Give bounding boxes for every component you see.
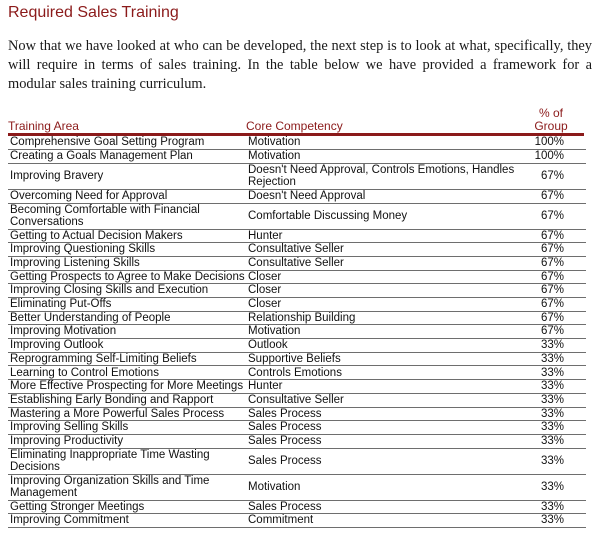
cell-core-competency: Closer bbox=[246, 270, 520, 284]
cell-training-area: Reprogramming Self-Limiting Beliefs bbox=[8, 352, 246, 366]
cell-training-area: Improving Listening Skills bbox=[8, 256, 246, 270]
table-row bbox=[8, 150, 586, 164]
cell-core-competency: Consultative Seller bbox=[246, 256, 520, 270]
cell-training-area: Getting Stronger Meetings bbox=[8, 500, 246, 514]
cell-percent-of-group: 100% bbox=[520, 150, 586, 164]
cell-percent-of-group: 67% bbox=[520, 325, 586, 339]
cell-percent-of-group: 33% bbox=[520, 393, 586, 407]
table-row bbox=[8, 393, 586, 407]
cell-training-area: Eliminating Inappropriate Time Wasting Decisions bbox=[8, 448, 246, 474]
cell-percent-of-group: 33% bbox=[520, 352, 586, 366]
cell-core-competency: Motivation bbox=[246, 150, 520, 164]
table-row bbox=[8, 407, 586, 421]
cell-percent-of-group: 33% bbox=[520, 380, 586, 394]
table-row bbox=[8, 270, 586, 284]
cell-percent-of-group: 67% bbox=[520, 229, 586, 243]
cell-training-area: Becoming Comfortable with Financial Conversations bbox=[8, 203, 246, 229]
table-row bbox=[8, 514, 586, 528]
header-core-competency: Core Competency bbox=[246, 119, 343, 133]
cell-training-area: Improving Bravery bbox=[8, 163, 246, 189]
cell-core-competency: Sales Process bbox=[246, 448, 520, 474]
cell-percent-of-group: 67% bbox=[520, 298, 586, 312]
cell-percent-of-group: 67% bbox=[520, 203, 586, 229]
table-row bbox=[8, 189, 586, 203]
table-row bbox=[8, 366, 586, 380]
cell-percent-of-group: 33% bbox=[520, 339, 586, 353]
cell-core-competency: Motivation bbox=[246, 474, 520, 500]
table-row bbox=[8, 203, 586, 229]
intro-paragraph: Now that we have looked at who can be developed, the next step is to look at what, specifically, they will require in terms of sales training. In the table below we have provided a framework for a modular sales training curriculum. bbox=[8, 38, 592, 92]
cell-core-competency: Comfortable Discussing Money bbox=[246, 203, 520, 229]
cell-training-area: Improving Motivation bbox=[8, 325, 246, 339]
cell-training-area: Getting to Actual Decision Makers bbox=[8, 229, 246, 243]
cell-core-competency: Supportive Beliefs bbox=[246, 352, 520, 366]
table-row bbox=[8, 339, 586, 353]
cell-training-area: Getting Prospects to Agree to Make Decisions bbox=[10, 270, 245, 283]
cell-core-competency: Sales Process bbox=[246, 421, 520, 435]
header-percent-of-group bbox=[522, 107, 580, 133]
cell-training-area: Improving Productivity bbox=[8, 434, 246, 448]
table-row bbox=[8, 256, 586, 270]
table-row bbox=[8, 325, 586, 339]
cell-core-competency: Hunter bbox=[246, 380, 520, 394]
cell-core-competency: Sales Process bbox=[246, 500, 520, 514]
cell-core-competency: Motivation bbox=[246, 325, 520, 339]
cell-percent-of-group: 33% bbox=[520, 474, 586, 500]
table-row bbox=[8, 474, 586, 500]
table-row bbox=[8, 421, 586, 435]
table-row bbox=[8, 500, 586, 514]
cell-core-competency: Closer bbox=[246, 298, 520, 312]
table-row bbox=[8, 298, 586, 312]
cell-percent-of-group: 67% bbox=[520, 270, 586, 284]
table-row bbox=[8, 352, 586, 366]
cell-percent-of-group: 33% bbox=[520, 500, 586, 514]
table-row bbox=[8, 380, 586, 394]
cell-training-area: Eliminating Put-Offs bbox=[8, 298, 246, 312]
table-row bbox=[8, 243, 586, 257]
cell-training-area: Improving Questioning Skills bbox=[8, 243, 246, 257]
cell-training-area: Overcoming Need for Approval bbox=[8, 189, 246, 203]
cell-percent-of-group: 33% bbox=[520, 421, 586, 435]
cell-core-competency: Consultative Seller bbox=[246, 243, 520, 257]
cell-percent-of-group: 100% bbox=[520, 136, 586, 150]
cell-training-area: Improving Outlook bbox=[8, 339, 246, 353]
cell-percent-of-group: 33% bbox=[520, 448, 586, 474]
table-row bbox=[8, 311, 586, 325]
section-title: Required Sales Training bbox=[8, 4, 179, 21]
cell-training-area: Mastering a More Powerful Sales Process bbox=[8, 407, 246, 421]
cell-percent-of-group: 67% bbox=[520, 163, 586, 189]
header-percent-line2: Group bbox=[534, 119, 568, 133]
table-row bbox=[8, 229, 586, 243]
cell-percent-of-group: 67% bbox=[520, 256, 586, 270]
table-row bbox=[8, 284, 586, 298]
cell-training-area: More Effective Prospecting for More Meetings bbox=[8, 380, 246, 394]
cell-core-competency: Closer bbox=[246, 284, 520, 298]
cell-training-area: Comprehensive Goal Setting Program bbox=[8, 136, 246, 150]
header-percent-line1: % of bbox=[538, 106, 563, 120]
cell-core-competency: Outlook bbox=[246, 339, 520, 353]
cell-core-competency: Hunter bbox=[246, 229, 520, 243]
cell-core-competency: Motivation bbox=[246, 136, 520, 150]
cell-percent-of-group: 33% bbox=[520, 514, 586, 528]
cell-core-competency: Sales Process bbox=[246, 407, 520, 421]
cell-percent-of-group: 33% bbox=[520, 407, 586, 421]
cell-core-competency: Doesn't Need Approval, Controls Emotions, Handles Rejection bbox=[246, 163, 520, 189]
table-row bbox=[8, 136, 586, 150]
table-header bbox=[0, 107, 600, 133]
cell-percent-of-group: 67% bbox=[520, 189, 586, 203]
table-row bbox=[8, 163, 586, 189]
cell-percent-of-group: 33% bbox=[520, 434, 586, 448]
cell-training-area: Learning to Control Emotions bbox=[8, 366, 246, 380]
cell-core-competency: Doesn't Need Approval bbox=[246, 189, 520, 203]
cell-core-competency: Controls Emotions bbox=[246, 366, 520, 380]
header-training-area: Training Area bbox=[8, 119, 79, 133]
cell-core-competency: Relationship Building bbox=[246, 311, 520, 325]
cell-training-area: Improving Selling Skills bbox=[8, 421, 246, 435]
cell-training-area: Improving Commitment bbox=[8, 514, 246, 528]
cell-core-competency: Consultative Seller bbox=[246, 393, 520, 407]
table-row bbox=[8, 434, 586, 448]
cell-training-area: Improving Organization Skills and Time Management bbox=[8, 474, 246, 500]
table-row bbox=[8, 448, 586, 474]
cell-percent-of-group: 67% bbox=[520, 311, 586, 325]
cell-core-competency: Sales Process bbox=[246, 434, 520, 448]
cell-percent-of-group: 67% bbox=[520, 243, 586, 257]
cell-percent-of-group: 67% bbox=[520, 284, 586, 298]
cell-core-competency: Commitment bbox=[246, 514, 520, 528]
cell-training-area: Improving Closing Skills and Execution bbox=[8, 284, 246, 298]
cell-training-area: Establishing Early Bonding and Rapport bbox=[8, 393, 246, 407]
training-table bbox=[8, 136, 586, 528]
cell-percent-of-group: 33% bbox=[520, 366, 586, 380]
cell-training-area: Creating a Goals Management Plan bbox=[8, 150, 246, 164]
cell-training-area: Better Understanding of People bbox=[8, 311, 246, 325]
